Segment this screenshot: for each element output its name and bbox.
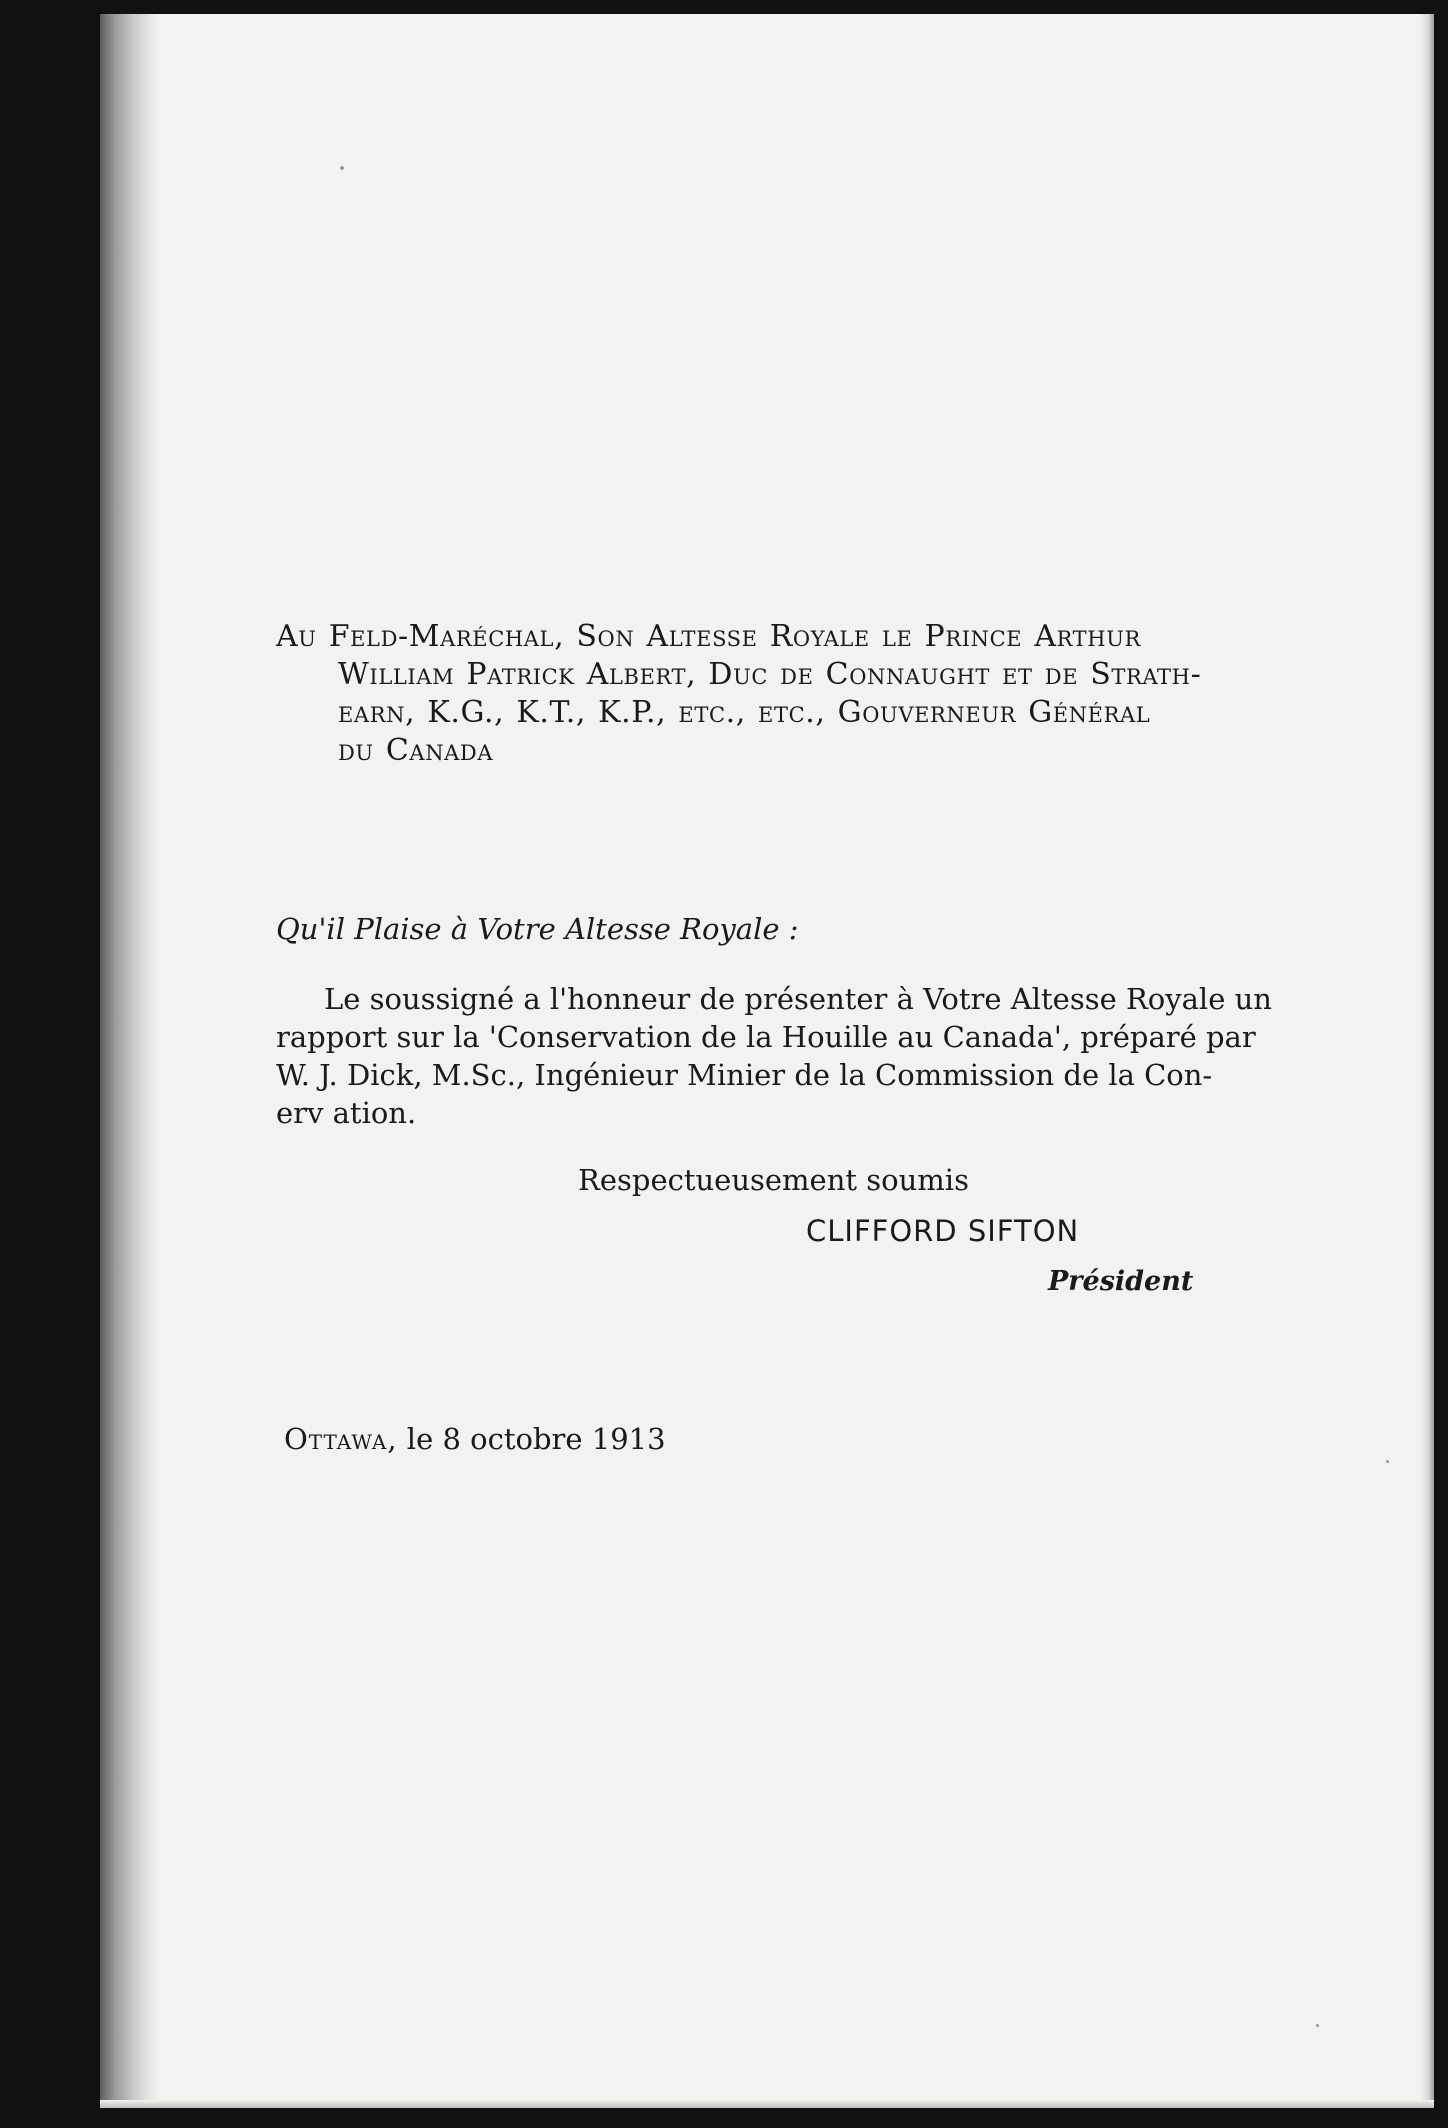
dateline-city: Ottawa, [284,1422,398,1456]
addressee-line: du Canada [338,733,494,768]
page-bottom-edge [100,2100,1434,2108]
closing-phrase: Respectueusement soumis [578,1163,969,1197]
body-line: Le soussigné a l'honneur de présenter à Votre Altesse Royale un [324,982,1272,1016]
page-edge-shadow [1420,14,1434,2108]
letter-body [276,980,1272,1132]
addressee-line: William Patrick Albert, Duc de Connaught et de Strath- [338,657,1202,692]
salutation: Qu'il Plaise à Votre Altesse Royale : [276,912,799,946]
dust-speck [1316,2024,1319,2027]
signature-name: CLIFFORD SIFTON [806,1214,1080,1248]
dateline-date: le 8 octobre 1913 [397,1422,666,1456]
dust-speck [340,166,344,170]
addressee-line: Au Feld-Maréchal, Son Altesse Royale le Prince Arthur [276,619,1141,654]
binding-gutter-shadow [100,14,160,2108]
dateline [284,1422,666,1456]
body-line: W. J. Dick, M.Sc., Ingénieur Minier de la Commission de la Con- [276,1058,1213,1092]
body-line: erv ation. [276,1096,417,1130]
signer-title: Président [1048,1266,1194,1297]
body-line: rapport sur la 'Conservation de la Houille au Canada', préparé par [276,1020,1256,1054]
dust-speck [1386,1460,1389,1463]
addressee-block [276,618,1201,770]
addressee-line: earn, K.G., K.T., K.P., etc., etc., Gouverneur Général [338,695,1151,730]
